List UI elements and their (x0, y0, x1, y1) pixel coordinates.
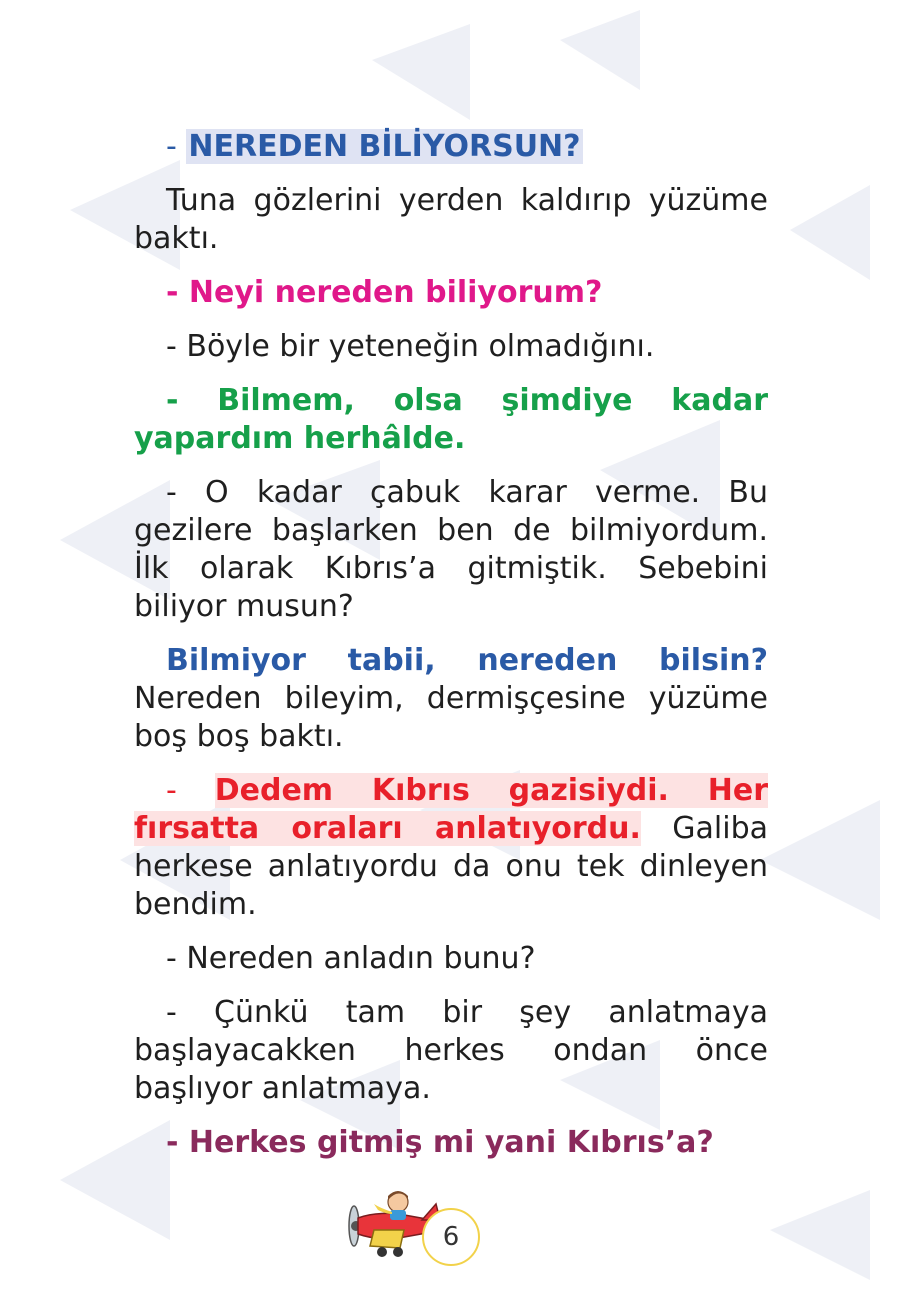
paragraph-segment: NEREDEN BİLİYORSUN? (188, 129, 581, 164)
paragraph-segment: - Neyi nereden biliyorum? (166, 275, 603, 310)
paragraph-segment: Dedem Kıbrıs gazisiydi. Her fırsatta oraları anlatıyordu. (134, 773, 768, 846)
paragraph-segment: - Herkes gitmiş mi yani Kıbrıs’a? (166, 1125, 714, 1160)
page-number: 6 (422, 1208, 480, 1266)
paragraph-segment: Tuna gözlerini yerden kaldırıp yüzüme baktı. (134, 183, 768, 256)
story-paragraph (134, 994, 768, 1108)
paragraph-segment: - Böyle bir yeteneğin olmadığını. (166, 329, 655, 364)
story-paragraph (134, 328, 768, 366)
paragraph-segment: Nereden bileyim, dermişçesine yüzüme boş boş baktı. (134, 681, 768, 754)
paragraph-segment: - Çünkü tam bir şey anlatmaya başlayacakken herkes ondan önce başlıyor anlatmaya. (134, 995, 768, 1106)
story-paragraph (134, 382, 768, 458)
paragraph-segment: - (166, 129, 187, 164)
story-paragraph (134, 940, 768, 978)
paragraph-segment: - (166, 773, 215, 808)
paragraph-segment: - Nereden anladın bunu? (166, 941, 536, 976)
story-paragraph (134, 128, 768, 166)
story-text (134, 128, 768, 1178)
story-paragraph (134, 182, 768, 258)
paragraph-segment: - Bilmem, olsa şimdiye kadar yapardım herhâlde. (134, 383, 768, 456)
story-paragraph (134, 274, 768, 312)
story-paragraph (134, 642, 768, 756)
story-paragraph (134, 1124, 768, 1162)
paragraph-segment: Galiba herkese anlatıyordu da onu tek dinleyen bendim. (134, 811, 768, 922)
story-paragraph (134, 772, 768, 924)
paragraph-segment: - O kadar çabuk karar verme. Bu gezilere başlarken ben de bilmiyordum. İlk olarak Kıbrıs’a gitmiştik. Sebebini biliyor musun? (134, 475, 768, 624)
paragraph-segment: Bilmiyor tabii, nereden bilsin? (166, 643, 768, 678)
story-paragraph (134, 474, 768, 626)
